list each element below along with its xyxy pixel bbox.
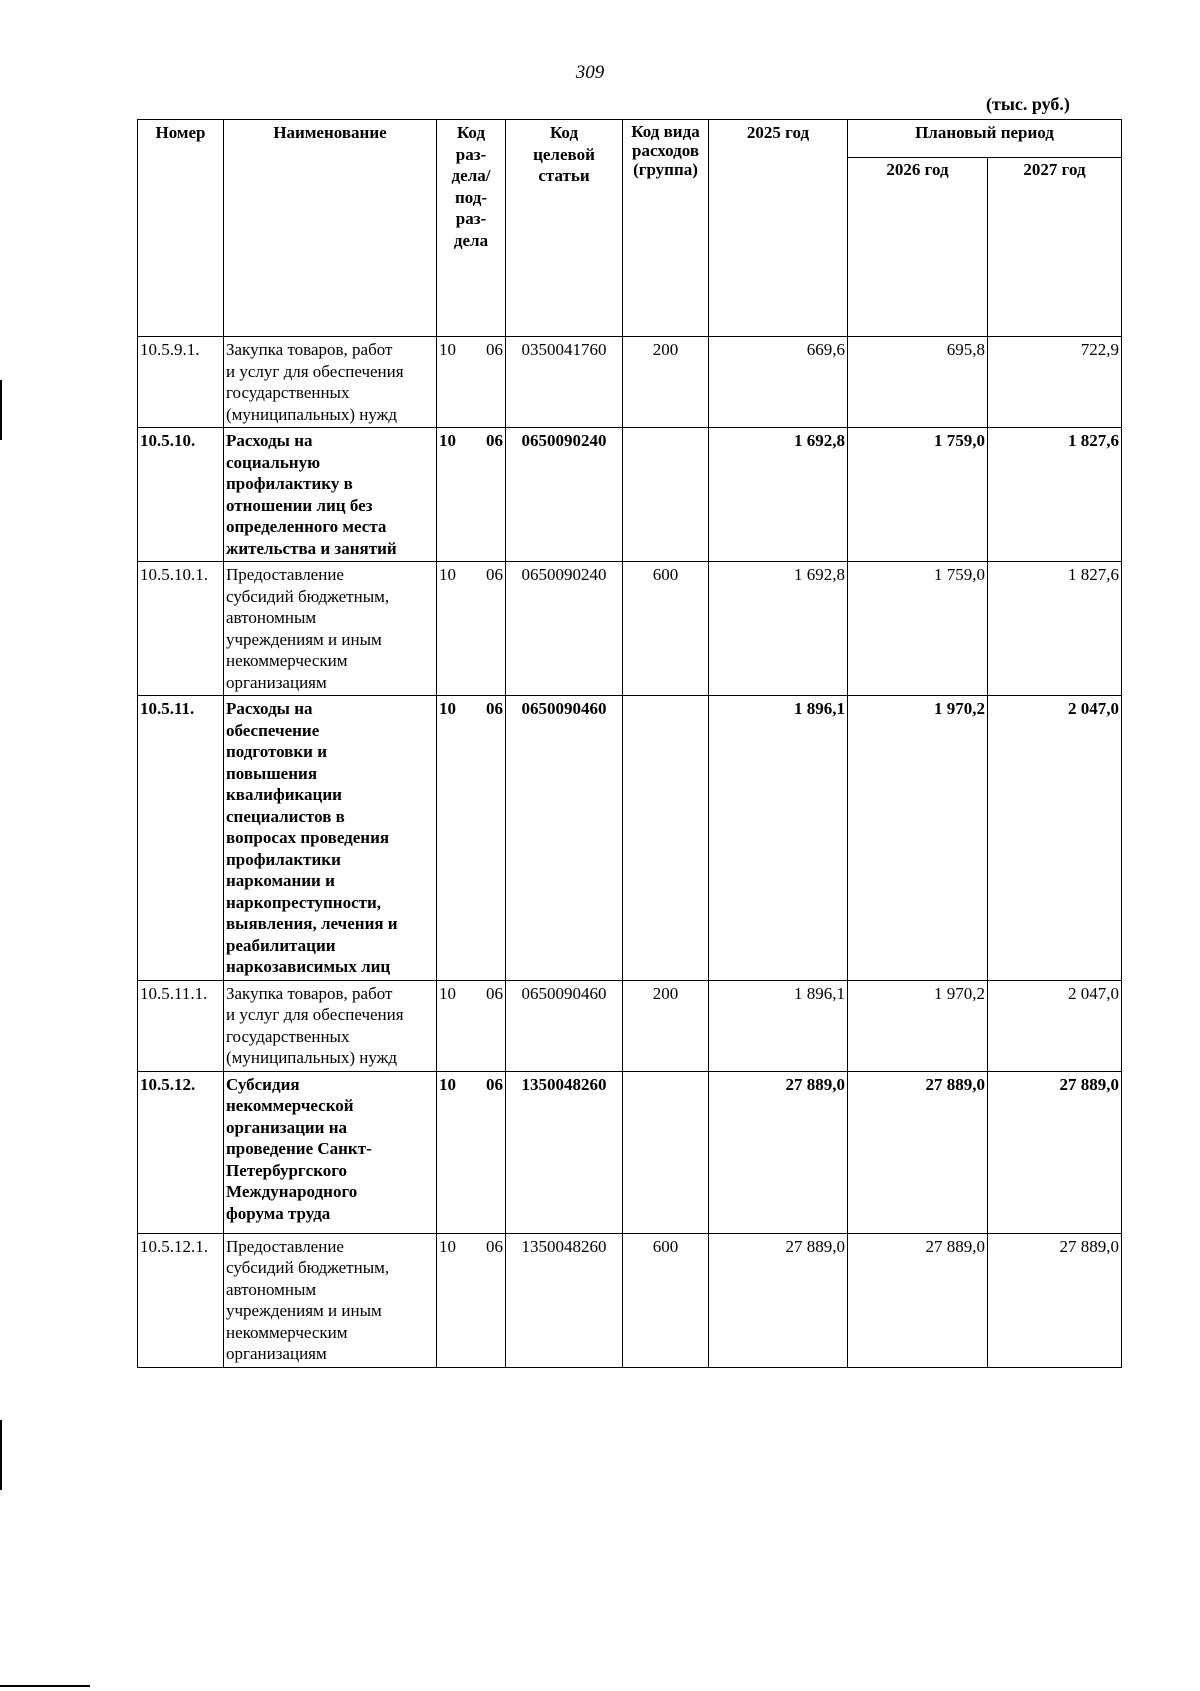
scan-edge-mark xyxy=(0,1685,90,1687)
value-2026: 1 759,0 xyxy=(934,431,985,450)
header-name: Наименование xyxy=(224,120,437,337)
row-number xyxy=(138,337,224,428)
row-number-text: 10.5.11.1. xyxy=(140,983,208,1003)
row-name-line: профилактику в xyxy=(226,474,353,493)
row-name xyxy=(224,1071,437,1233)
row-name-line: профилактики xyxy=(226,849,341,869)
row-name-line: Предоставление xyxy=(226,565,344,584)
expense-type: 600 xyxy=(652,1236,679,1256)
subsection-code: 06 xyxy=(486,565,503,584)
row-2026 xyxy=(848,428,988,562)
target-code: 0650090460 xyxy=(521,983,607,1003)
scan-edge-mark xyxy=(0,1420,2,1490)
row-name-line: и услуг для обеспечения xyxy=(226,1005,404,1024)
header-2027: 2027 год xyxy=(988,158,1122,337)
row-name-line: некоммерческой xyxy=(226,1096,354,1115)
row-name-line: учреждениям и иным xyxy=(226,1301,382,1320)
target-code: 0650090240 xyxy=(521,565,607,584)
row-name-line: определенного места xyxy=(226,517,387,536)
header-expense-type xyxy=(623,120,709,337)
header-line: Код xyxy=(456,123,486,142)
row-name xyxy=(224,337,437,428)
row-name-line: (муниципальных) нужд xyxy=(226,404,398,424)
row-expense-type xyxy=(623,1233,709,1367)
row-number xyxy=(138,562,224,696)
row-target-code xyxy=(506,696,623,981)
target-code: 1350048260 xyxy=(521,1236,607,1256)
row-2027 xyxy=(988,337,1122,428)
value-2026: 1 759,0 xyxy=(934,565,985,584)
row-number xyxy=(138,696,224,981)
table-row xyxy=(138,562,1122,696)
subsection-code: 06 xyxy=(486,983,503,1003)
row-number xyxy=(138,1071,224,1233)
row-target-code xyxy=(506,1233,623,1367)
section-code: 10 xyxy=(439,431,456,450)
value-2026: 27 889,0 xyxy=(925,1074,985,1094)
row-2026 xyxy=(848,1233,988,1367)
row-expense-type xyxy=(623,428,709,562)
row-name-line: наркозависимых лиц xyxy=(226,957,391,976)
header-nomer: Номер xyxy=(138,120,224,337)
row-number-text: 10.5.12. xyxy=(140,1074,196,1094)
row-expense-type xyxy=(623,980,709,1071)
header-line: Код xyxy=(549,123,579,142)
row-2027 xyxy=(988,1233,1122,1367)
table-row xyxy=(138,980,1122,1071)
row-number-text: 10.5.9.1. xyxy=(140,340,200,359)
value-2026: 1 970,2 xyxy=(934,699,985,718)
row-name-line: Закупка товаров, работ xyxy=(226,983,393,1003)
row-name-line: организации на xyxy=(226,1117,348,1137)
row-target-code xyxy=(506,428,623,562)
header-section-code xyxy=(437,120,506,337)
row-number-text: 10.5.12.1. xyxy=(140,1236,208,1256)
table-row xyxy=(138,1233,1122,1367)
row-name-line: Расходы на xyxy=(226,431,313,450)
row-name-line: субсидий бюджетным, xyxy=(226,586,390,606)
row-2027 xyxy=(988,696,1122,981)
header-2026: 2026 год xyxy=(848,158,988,337)
row-2026 xyxy=(848,980,988,1071)
units-label: (тыс. руб.) xyxy=(986,94,1070,114)
value-2027: 2 047,0 xyxy=(1068,983,1119,1003)
row-2025 xyxy=(709,1233,848,1367)
row-name-line: подготовки и xyxy=(226,742,327,761)
value-2026: 695,8 xyxy=(946,340,985,359)
row-section-code xyxy=(437,1233,506,1367)
section-code: 10 xyxy=(439,565,456,584)
row-section-code xyxy=(437,696,506,981)
row-name-line: Предоставление xyxy=(226,1236,344,1256)
row-name-line: субсидий бюджетным, xyxy=(226,1258,390,1277)
value-2025: 27 889,0 xyxy=(785,1236,845,1256)
row-name-line: жительства и занятий xyxy=(226,538,397,558)
row-expense-type xyxy=(623,337,709,428)
expense-type: 200 xyxy=(652,983,679,1003)
row-number-text: 10.5.10.1. xyxy=(140,565,208,584)
row-2026 xyxy=(848,337,988,428)
row-number xyxy=(138,1233,224,1367)
header-line: дела/ xyxy=(451,166,491,185)
subsection-code: 06 xyxy=(486,1074,503,1094)
table-body xyxy=(138,337,1122,1368)
row-2025 xyxy=(709,980,848,1071)
row-name xyxy=(224,980,437,1071)
row-target-code xyxy=(506,337,623,428)
target-code: 1350048260 xyxy=(521,1074,607,1094)
row-section-code xyxy=(437,428,506,562)
row-name-line: государственных xyxy=(226,1026,350,1046)
header-target-code xyxy=(506,120,623,337)
row-name-line: и услуг для обеспечения xyxy=(226,361,404,381)
row-name-line: отношении лиц без xyxy=(226,495,373,515)
value-2027: 2 047,0 xyxy=(1068,699,1119,718)
target-code: 0650090240 xyxy=(521,431,607,450)
row-name-line: обеспечение xyxy=(226,720,320,740)
value-2026: 27 889,0 xyxy=(925,1236,985,1256)
row-name-line: учреждениям и иным xyxy=(226,629,382,649)
table-row xyxy=(138,1071,1122,1233)
value-2027: 722,9 xyxy=(1080,340,1119,359)
row-name-line: Петербургского xyxy=(226,1160,348,1180)
row-name-line: организациям xyxy=(226,672,327,692)
row-2027 xyxy=(988,562,1122,696)
row-section-code xyxy=(437,337,506,428)
value-2027: 1 827,6 xyxy=(1068,565,1119,584)
target-code: 0350041760 xyxy=(521,340,607,359)
value-2025: 27 889,0 xyxy=(785,1074,845,1094)
row-name-line: Субсидия xyxy=(226,1074,300,1094)
header-line: раз- xyxy=(455,144,487,164)
row-name-line: вопросах проведения xyxy=(226,828,390,847)
value-2025: 1 692,8 xyxy=(794,565,845,584)
row-name-line: наркопреступности, xyxy=(226,892,382,912)
row-target-code xyxy=(506,562,623,696)
header-line: дела xyxy=(453,230,489,250)
value-2026: 1 970,2 xyxy=(934,983,985,1003)
row-2025 xyxy=(709,1071,848,1233)
row-2027 xyxy=(988,1071,1122,1233)
section-code: 10 xyxy=(439,1236,456,1256)
subsection-code: 06 xyxy=(486,340,503,359)
row-name-line: организациям xyxy=(226,1344,327,1363)
scan-edge-mark xyxy=(0,380,2,440)
row-name-line: социальную xyxy=(226,452,321,472)
row-expense-type xyxy=(623,696,709,981)
row-2025 xyxy=(709,562,848,696)
subsection-code: 06 xyxy=(486,1236,503,1256)
section-code: 10 xyxy=(439,983,456,1003)
header-line: Код вида xyxy=(631,122,700,141)
table-row xyxy=(138,337,1122,428)
target-code: 0650090460 xyxy=(521,699,607,718)
page-number: 309 xyxy=(575,62,605,83)
row-2025 xyxy=(709,337,848,428)
value-2025: 1 896,1 xyxy=(794,699,845,718)
row-name-line: некоммерческим xyxy=(226,651,348,670)
row-number xyxy=(138,428,224,562)
row-name-line: наркомании и xyxy=(226,871,335,890)
row-name-line: выявления, лечения и xyxy=(226,914,398,933)
row-2025 xyxy=(709,428,848,562)
subsection-code: 06 xyxy=(486,699,503,718)
budget-table xyxy=(137,119,1122,1368)
value-2027: 27 889,0 xyxy=(1059,1236,1119,1256)
header-line: расходов xyxy=(632,141,699,160)
value-2027: 27 889,0 xyxy=(1059,1074,1119,1094)
row-name-line: некоммерческим xyxy=(226,1322,348,1342)
row-name xyxy=(224,562,437,696)
header-2025: 2025 год xyxy=(709,120,848,337)
row-name-line: Закупка товаров, работ xyxy=(226,340,393,359)
row-name-line: автономным xyxy=(226,1279,317,1299)
row-name-line: реабилитации xyxy=(226,935,336,955)
subsection-code: 06 xyxy=(486,431,503,450)
row-target-code xyxy=(506,980,623,1071)
value-2025: 669,6 xyxy=(806,340,845,359)
section-code: 10 xyxy=(439,1074,456,1094)
row-name-line: автономным xyxy=(226,608,317,627)
row-name xyxy=(224,1233,437,1367)
header-line: (группа) xyxy=(633,160,698,179)
header-planned-period: Плановый период xyxy=(848,120,1122,158)
row-name-line: квалификации xyxy=(226,785,342,804)
row-name-line: государственных xyxy=(226,383,350,402)
header-line: статьи xyxy=(538,166,590,185)
row-2025 xyxy=(709,696,848,981)
row-section-code xyxy=(437,1071,506,1233)
row-name-line: Расходы на xyxy=(226,699,313,718)
section-code: 10 xyxy=(439,699,456,718)
row-name-line: (муниципальных) нужд xyxy=(226,1048,398,1067)
row-name xyxy=(224,428,437,562)
row-name xyxy=(224,696,437,981)
row-number-text: 10.5.11. xyxy=(140,699,195,718)
table-header xyxy=(138,120,1122,337)
row-2026 xyxy=(848,696,988,981)
row-section-code xyxy=(437,562,506,696)
row-2027 xyxy=(988,428,1122,562)
section-code: 10 xyxy=(439,340,456,359)
expense-type: 600 xyxy=(652,565,679,584)
row-2027 xyxy=(988,980,1122,1071)
row-2026 xyxy=(848,562,988,696)
header-line: целевой xyxy=(533,144,595,164)
row-expense-type xyxy=(623,1071,709,1233)
row-name-line: проведение Санкт- xyxy=(226,1139,372,1158)
expense-type: 200 xyxy=(652,340,679,359)
row-number xyxy=(138,980,224,1071)
row-2026 xyxy=(848,1071,988,1233)
header-line: под- xyxy=(454,187,488,207)
row-target-code xyxy=(506,1071,623,1233)
row-name-line: форума труда xyxy=(226,1203,331,1223)
value-2027: 1 827,6 xyxy=(1068,431,1119,450)
row-name-line: повышения xyxy=(226,763,318,783)
table-row xyxy=(138,696,1122,981)
value-2025: 1 692,8 xyxy=(794,431,845,450)
value-2025: 1 896,1 xyxy=(794,983,845,1003)
table-row xyxy=(138,428,1122,562)
row-number-text: 10.5.10. xyxy=(140,431,196,450)
header-line: раз- xyxy=(455,209,487,228)
row-name-line: Международного xyxy=(226,1182,358,1201)
row-section-code xyxy=(437,980,506,1071)
row-name-line: специалистов в xyxy=(226,806,345,826)
row-expense-type xyxy=(623,562,709,696)
